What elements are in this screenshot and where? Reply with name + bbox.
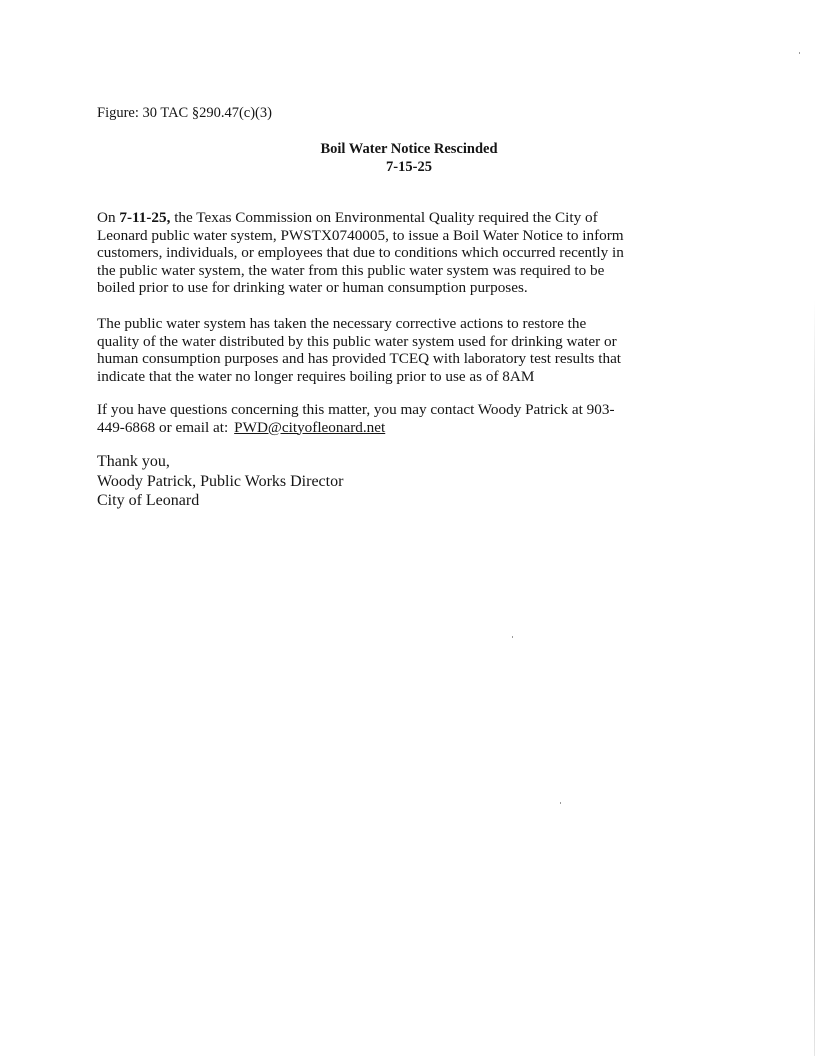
paragraph1-line1 (97, 209, 737, 227)
signature-block (97, 452, 343, 511)
original-notice-date: 7-11-25, (119, 209, 171, 226)
notice-title: Boil Water Notice Rescinded (320, 141, 498, 157)
paragraph3-line1: If you have questions concerning this matter, you may contact Woody Patrick at 903- (97, 401, 615, 418)
signature-closing: Thank you, (97, 453, 170, 470)
scan-speck (799, 52, 800, 54)
paragraph1-line4: the public water system, the water from this public water system was required to be (97, 261, 605, 279)
signature-name-title: Woody Patrick, Public Works Director (97, 472, 344, 490)
paragraph1-line2: Leonard public water system, PWSTX0740005, to issue a Boil Water Notice to inform (97, 226, 624, 244)
paragraph2-line2: quality of the water distributed by this public water system used for drinking water or (97, 332, 617, 350)
signature-organization: City of Leonard (97, 492, 200, 509)
paragraph1-prefix: On (97, 209, 120, 226)
scan-speck (512, 636, 513, 638)
scan-speck (560, 802, 561, 804)
paragraph-original-notice (97, 209, 737, 297)
paragraph1-line5: boiled prior to use for drinking water or human consumption purposes. (97, 279, 528, 297)
paragraph2-line1: The public water system has taken the necessary corrective actions to restore the (97, 315, 587, 332)
paragraph3-line2 (97, 419, 737, 437)
contact-email-link[interactable]: PWD@cityofleonard.net (234, 418, 386, 436)
paragraph-corrective-actions (97, 315, 737, 385)
paragraph2-line4: indicate that the water no longer requires boiling prior to use as of 8AM (97, 367, 535, 385)
scan-edge-artifact (814, 300, 815, 1056)
paragraph-contact (97, 401, 737, 436)
notice-heading (0, 140, 816, 176)
paragraph1-line1-rest: the Texas Commission on Environmental Quality required the City of (170, 209, 598, 226)
paragraph3-line2-prefix: 449-6868 or email at: (97, 418, 229, 436)
paragraph1-line3: customers, individuals, or employees that due to conditions which occurred recently in (97, 244, 624, 262)
notice-date: 7-15-25 (386, 159, 432, 175)
figure-reference: Figure: 30 TAC §290.47(c)(3) (97, 105, 272, 121)
paragraph2-line3: human consumption purposes and has provided TCEQ with laboratory test results that (97, 350, 622, 368)
